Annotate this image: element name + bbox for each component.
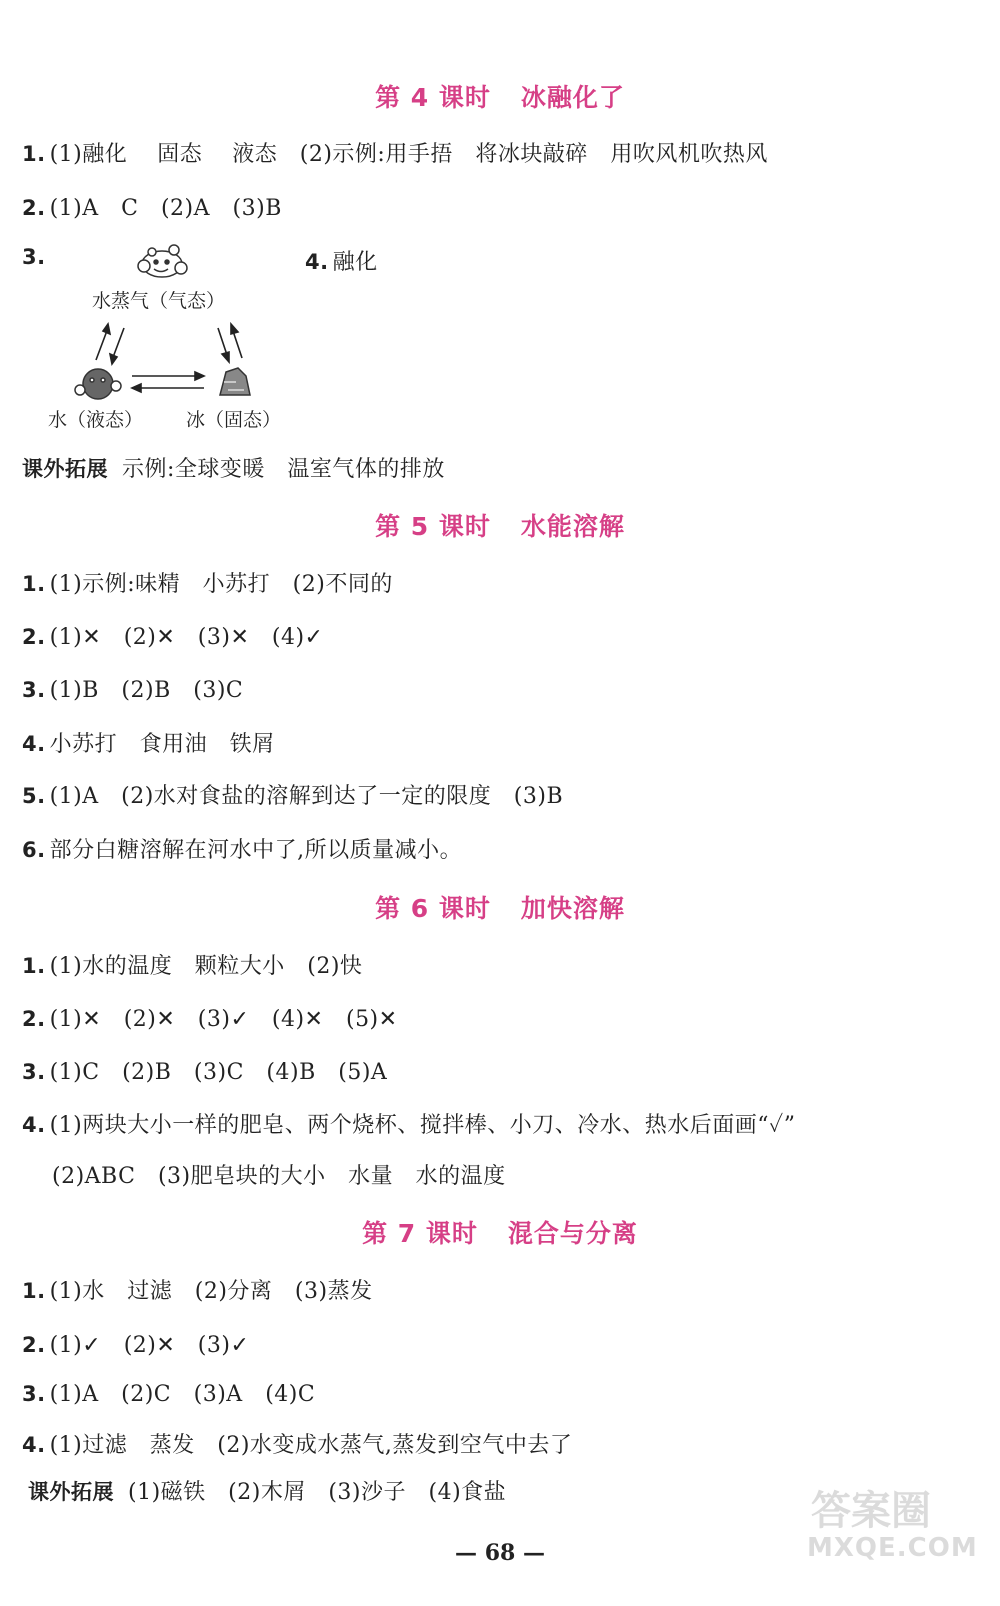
extension-text: 示例:全球变暖 温室气体的排放 [122,457,445,482]
question-number: 1. [22,954,46,978]
answer-line [22,1428,572,1459]
answer-line [22,620,323,651]
answer-text: (1)✕ (2)✕ (3)✓ (4)✕ (5)✕ [49,1007,398,1032]
question-number: 4. [22,1433,46,1457]
page-number: — 68 — [455,1540,545,1566]
answer-line [22,779,563,810]
question-number: 6. [22,838,46,862]
answer-line [22,1377,315,1408]
extension-label: 课外拓展 [22,457,108,481]
lesson-number: 第 6 课时 [375,894,491,923]
question-number: 3. [22,1060,46,1084]
answer-line [22,673,243,704]
question-number: 2. [22,625,46,649]
watermark-logo [805,1475,985,1565]
section-title-lesson-6 [0,889,1000,925]
answer-line [22,137,768,168]
answer-line [305,245,378,276]
answer-text: (2)ABC (3)肥皂块的大小 水量 水的温度 [52,1164,506,1189]
answer-line [22,1108,795,1139]
answer-line-continued [52,1159,506,1190]
section-title-lesson-5 [0,507,1000,543]
answer-text: 部分白糖溶解在河水中了,所以质量减小。 [49,838,463,863]
question-number: 1. [22,142,46,166]
answer-line [22,727,275,758]
answer-line [22,1055,387,1086]
question-number: 4. [22,732,46,756]
lesson-topic: 冰融化了 [520,83,625,112]
extension-line [28,1475,506,1506]
question-number: 4. [305,250,329,274]
answer-text: (1)A C (2)A (3)B [49,196,282,221]
question-number: 3. [22,678,46,702]
lesson-topic: 混合与分离 [507,1219,638,1248]
answer-line [22,1002,398,1033]
section-title-lesson-7 [0,1214,1000,1250]
lesson-topic: 加快溶解 [520,894,625,923]
section-title-lesson-4 [0,78,1000,114]
answer-text: (1)水的温度 颗粒大小 (2)快 [49,954,363,979]
answer-text: (1)两块大小一样的肥皂、两个烧杯、搅拌棒、小刀、冷水、热水后面画“✓” [49,1113,796,1138]
lesson-topic: 水能溶解 [520,512,625,541]
extension-label: 课外拓展 [28,1480,114,1504]
answer-text: (1)融化 固态 液态 (2)示例:用手捂 将冰块敲碎 用吹风机吹热风 [49,142,768,167]
answer-line [22,1328,249,1359]
lesson-number: 第 7 课时 [362,1219,478,1248]
answer-text: (1)✕ (2)✕ (3)✕ (4)✓ [49,625,324,650]
state-change-diagram [40,240,300,440]
extension-line [22,452,445,483]
answer-text: 融化 [332,250,378,275]
question-number: 2. [22,1007,46,1031]
watermark-url: MXQE.COM [807,1533,978,1563]
answer-text: (1)A (2)水对食盐的溶解到达了一定的限度 (3)B [49,784,564,809]
extension-text: (1)磁铁 (2)木屑 (3)沙子 (4)食盐 [128,1480,507,1505]
question-number: 1. [22,572,46,596]
answer-text: 小苏打 食用油 铁屑 [49,732,275,757]
answer-text: (1)过滤 蒸发 (2)水变成水蒸气,蒸发到空气中去了 [49,1433,573,1458]
vapor-label: 水蒸气（气态） [92,290,226,312]
answer-line [22,1274,373,1305]
answer-line [22,949,362,980]
question-number: 3. [22,245,46,269]
answer-text: (1)A (2)C (3)A (4)C [49,1382,316,1407]
answer-text: (1)✓ (2)✕ (3)✓ [49,1333,250,1358]
answer-line [22,833,462,864]
answer-text: (1)B (2)B (3)C [49,678,244,703]
answer-text: (1)示例:味精 小苏打 (2)不同的 [49,572,393,597]
question-number: 5. [22,784,46,808]
watermark-text: 答案圈 [811,1488,931,1534]
question-number: 1. [22,1279,46,1303]
answer-line [22,567,393,598]
answer-text: (1)C (2)B (3)C (4)B (5)A [49,1060,388,1085]
lesson-number: 第 5 课时 [375,512,491,541]
question-number: 2. [22,1333,46,1357]
question-number: 2. [22,196,46,220]
question-number: 4. [22,1113,46,1137]
lesson-number: 第 4 课时 [375,83,491,112]
question-number: 3. [22,1382,46,1406]
water-label: 水（液态） [48,409,144,431]
ice-label: 冰（固态） [186,409,282,431]
ice-block-icon [220,368,250,395]
water-blob-icon [75,369,121,399]
vapor-cloud-icon [138,245,187,277]
answer-line [22,191,282,222]
answer-text: (1)水 过滤 (2)分离 (3)蒸发 [49,1279,373,1304]
